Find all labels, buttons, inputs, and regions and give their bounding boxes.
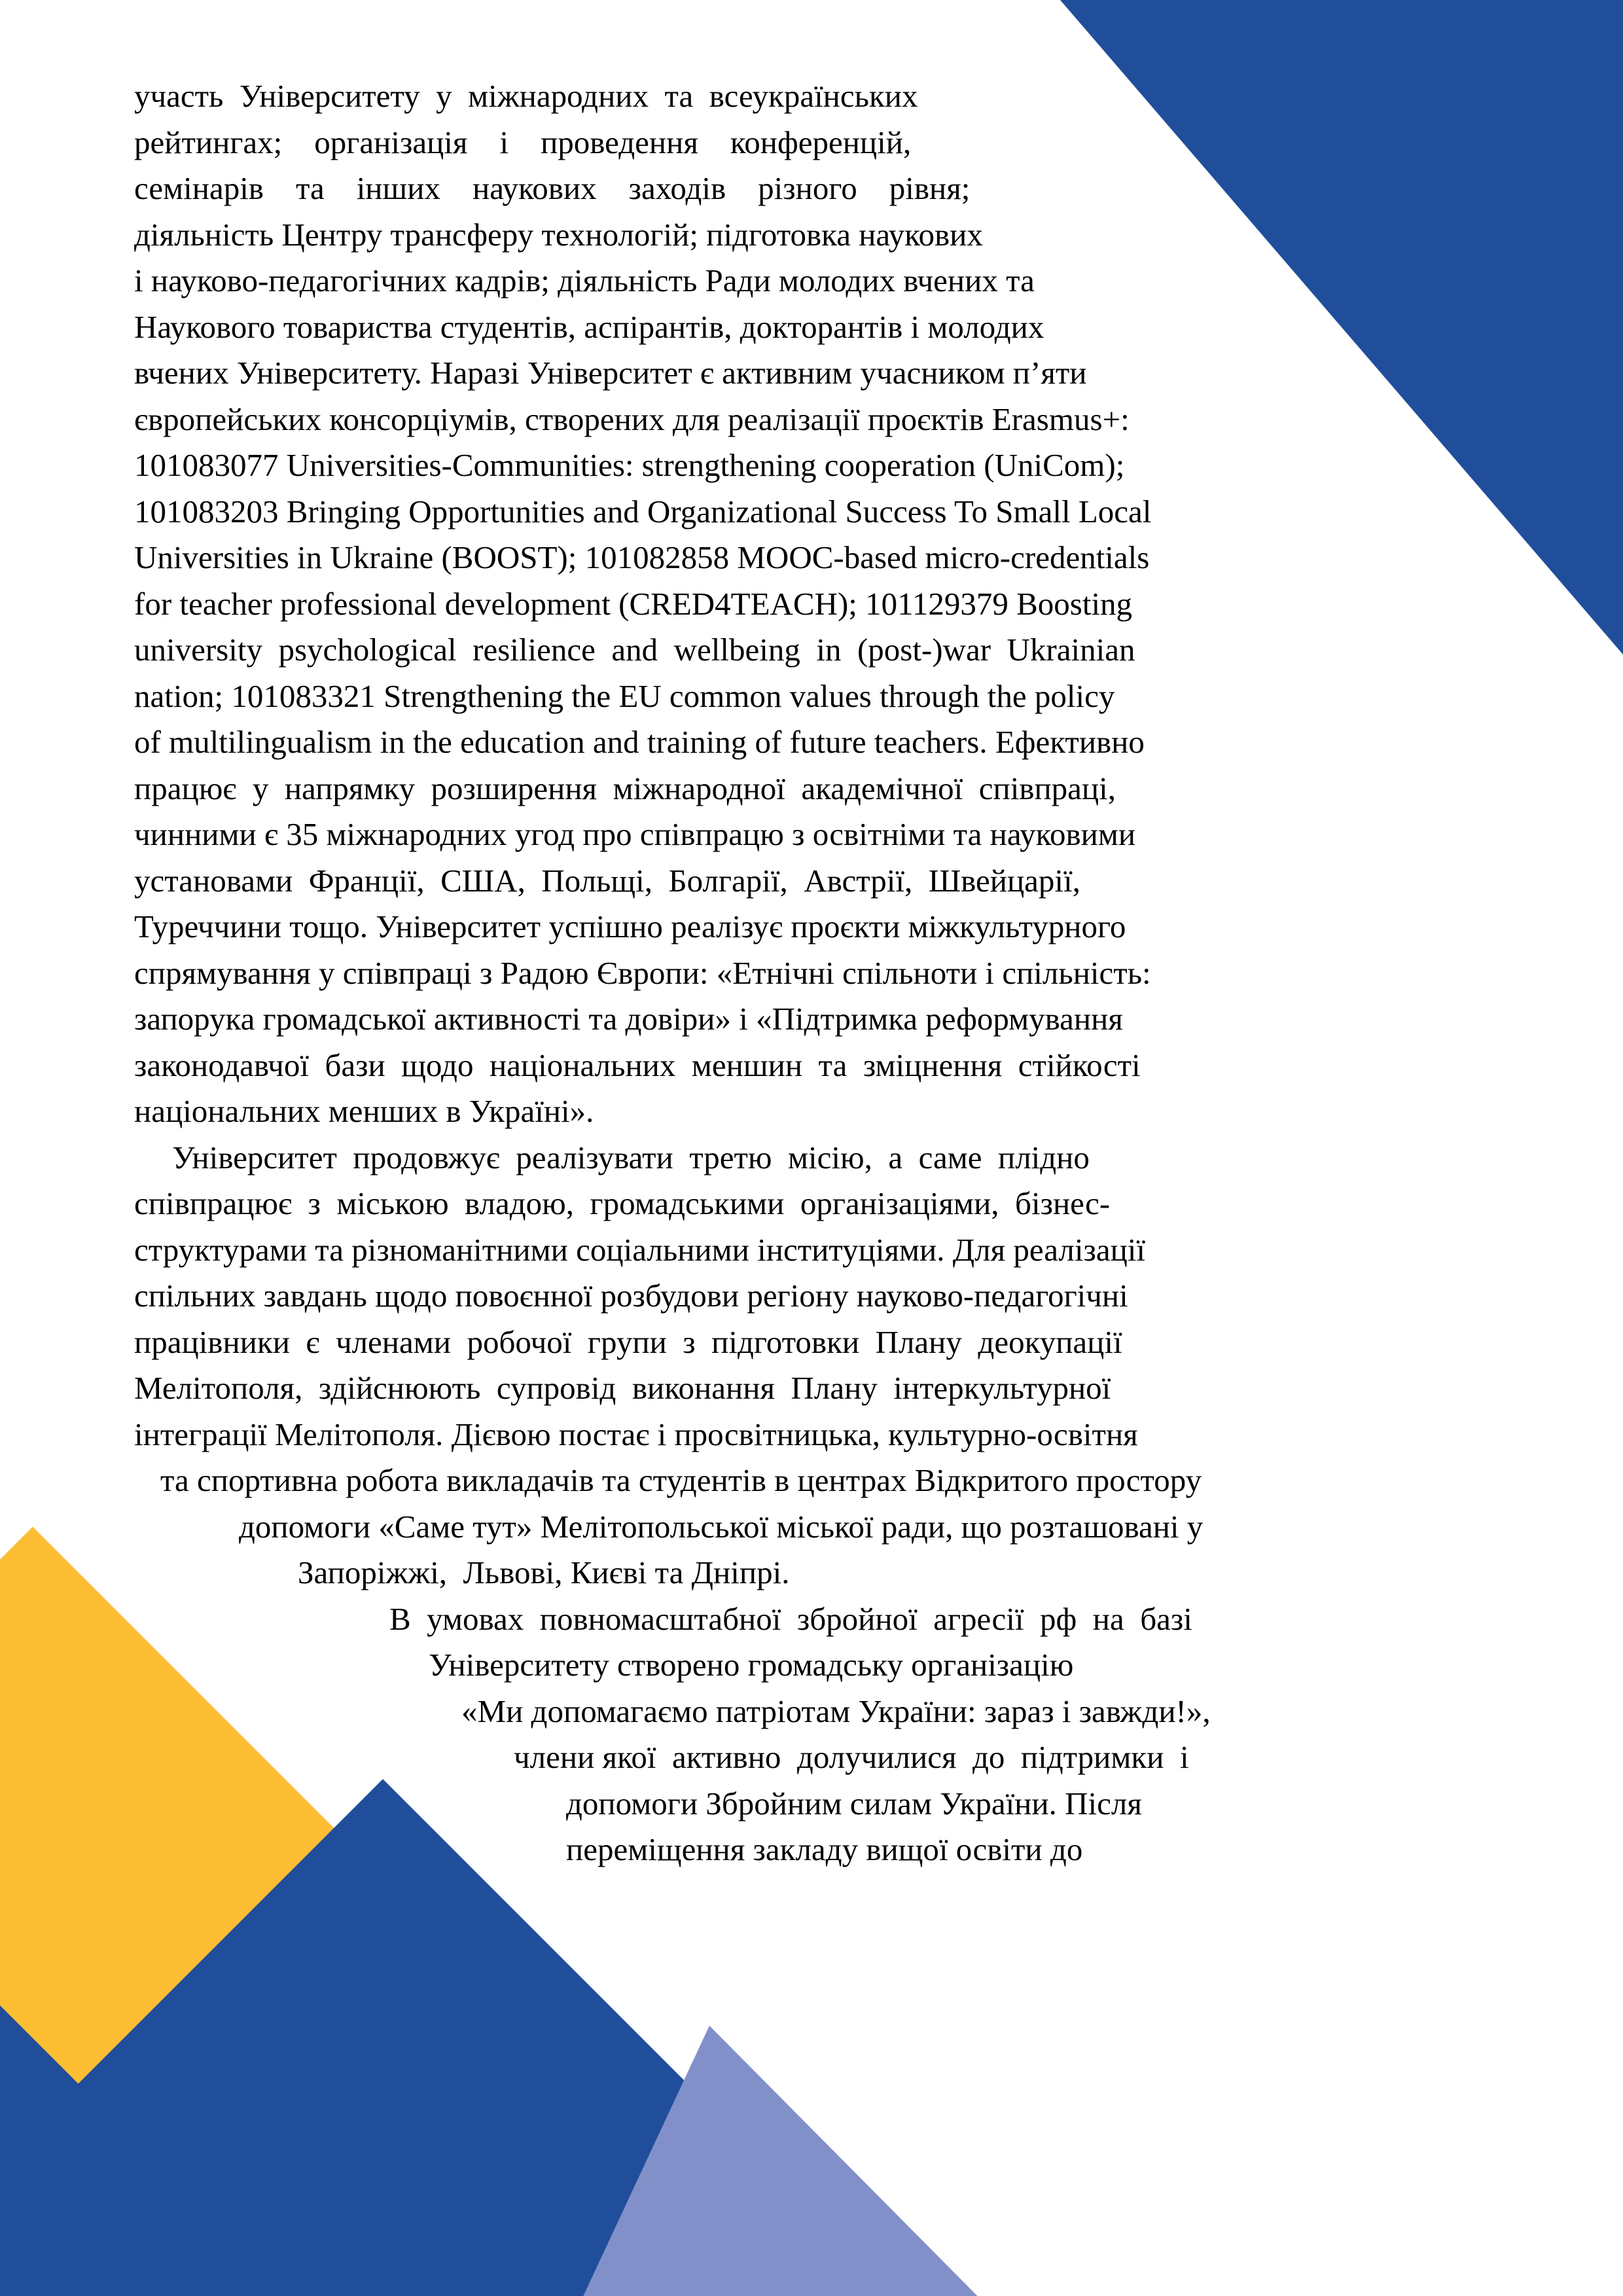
text-line: та спортивна робота викладачів та студентів в центрах Відкритого простору <box>160 1462 1202 1498</box>
text-line: вчених Університету. Наразі Університет є активним учасником п’яти <box>134 355 1087 391</box>
text-line: члени якої активно долучилися до підтримки і <box>514 1739 1189 1775</box>
text-line: переміщення закладу вищої освіти до <box>566 1831 1083 1867</box>
text-line: of multilingualism in the education and training of future teachers. Ефективно <box>134 724 1145 760</box>
text-line: діяльність Центру трансферу технологій; підготовка наукових <box>134 216 983 253</box>
text-line: Запоріжжі, Львові, Києві та Дніпрі. <box>298 1554 790 1590</box>
text-line: і науково-педагогічних кадрів; діяльність Ради молодих вчених та <box>134 262 1035 298</box>
text-line: спільних завдань щодо повоєнної розбудови регіону науково-педагогічні <box>134 1278 1128 1314</box>
text-line: Університету створено громадську організацію <box>429 1647 1074 1683</box>
text-line: участь Університету у міжнародних та всеукраїнських <box>134 78 918 114</box>
text-line: допомоги «Саме тут» Мелітопольської міської ради, що розташовані у <box>239 1508 1204 1545</box>
text-line: рейтингах; організація і проведення конференцій, <box>134 124 912 160</box>
text-line: національних менших в Україні». <box>134 1093 594 1129</box>
text-line: В умовах повномасштабної збройної агресії рф на базі <box>389 1600 1192 1637</box>
text-line: працівники є членами робочої групи з підготовки Плану деокупації <box>134 1323 1122 1360</box>
text-line: Туреччини тощо. Університет успішно реалізує проєкти міжкультурного <box>134 908 1126 944</box>
text-line: спрямування у співпраці з Радою Європи: «Етнічні спільноти і спільність: <box>134 954 1151 991</box>
text-line: працює у напрямку розширення міжнародної академічної співпраці, <box>134 770 1116 806</box>
text-line: структурами та різноманітними соціальними інституціями. Для реалізації <box>134 1231 1146 1268</box>
text-line: Наукового товариства студентів, аспірантів, докторантів і молодих <box>134 308 1044 345</box>
text-line: європейських консорціумів, створених для реалізації проєктів Erasmus+: <box>134 401 1130 437</box>
text-line: семінарів та інших наукових заходів різного рівня; <box>134 170 971 206</box>
text-line: 101083203 Bringing Opportunities and Organizational Success To Small Local <box>134 493 1152 529</box>
text-line: установами Франції, США, Польщі, Болгарії, Австрії, Швейцарії, <box>134 862 1080 899</box>
text-line: Мелітополя, здійснюють супровід виконання Плану інтеркультурної <box>134 1370 1111 1406</box>
text-line: інтеграції Мелітополя. Дієвою постає і просвітницька, культурно-освітня <box>134 1416 1138 1452</box>
text-line: законодавчої бази щодо національних меншин та зміцнення стійкості <box>134 1047 1141 1083</box>
text-line: допомоги Збройним силам України. Після <box>566 1785 1142 1821</box>
text-line: Universities in Ukraine (BOOST); 101082858 MOOC-based micro-credentials <box>134 539 1150 575</box>
text-line: «Ми допомагаємо патріотам України: зараз і завжди!», <box>461 1693 1211 1729</box>
text-line: nation; 101083321 Strengthening the EU common values through the policy <box>134 677 1115 714</box>
text-line: чинними є 35 міжнародних угод про співпрацю з освітніми та науковими <box>134 816 1136 852</box>
text-line: for teacher professional development (CRED4TEACH); 101129379 Boosting <box>134 585 1133 622</box>
text-line: 101083077 Universities-Communities: strengthening cooperation (UniCom); <box>134 447 1125 483</box>
text-line: Університет продовжує реалізувати третю місію, а саме плідно <box>172 1139 1090 1175</box>
text-line: university psychological resilience and wellbeing in (post-)war Ukrainian <box>134 632 1135 668</box>
text-line: співпрацює з міською владою, громадськими організаціями, бізнес- <box>134 1185 1111 1221</box>
text-line: запорука громадської активності та довіри» і «Підтримка реформування <box>134 1001 1123 1037</box>
document-body <box>134 73 1525 1873</box>
